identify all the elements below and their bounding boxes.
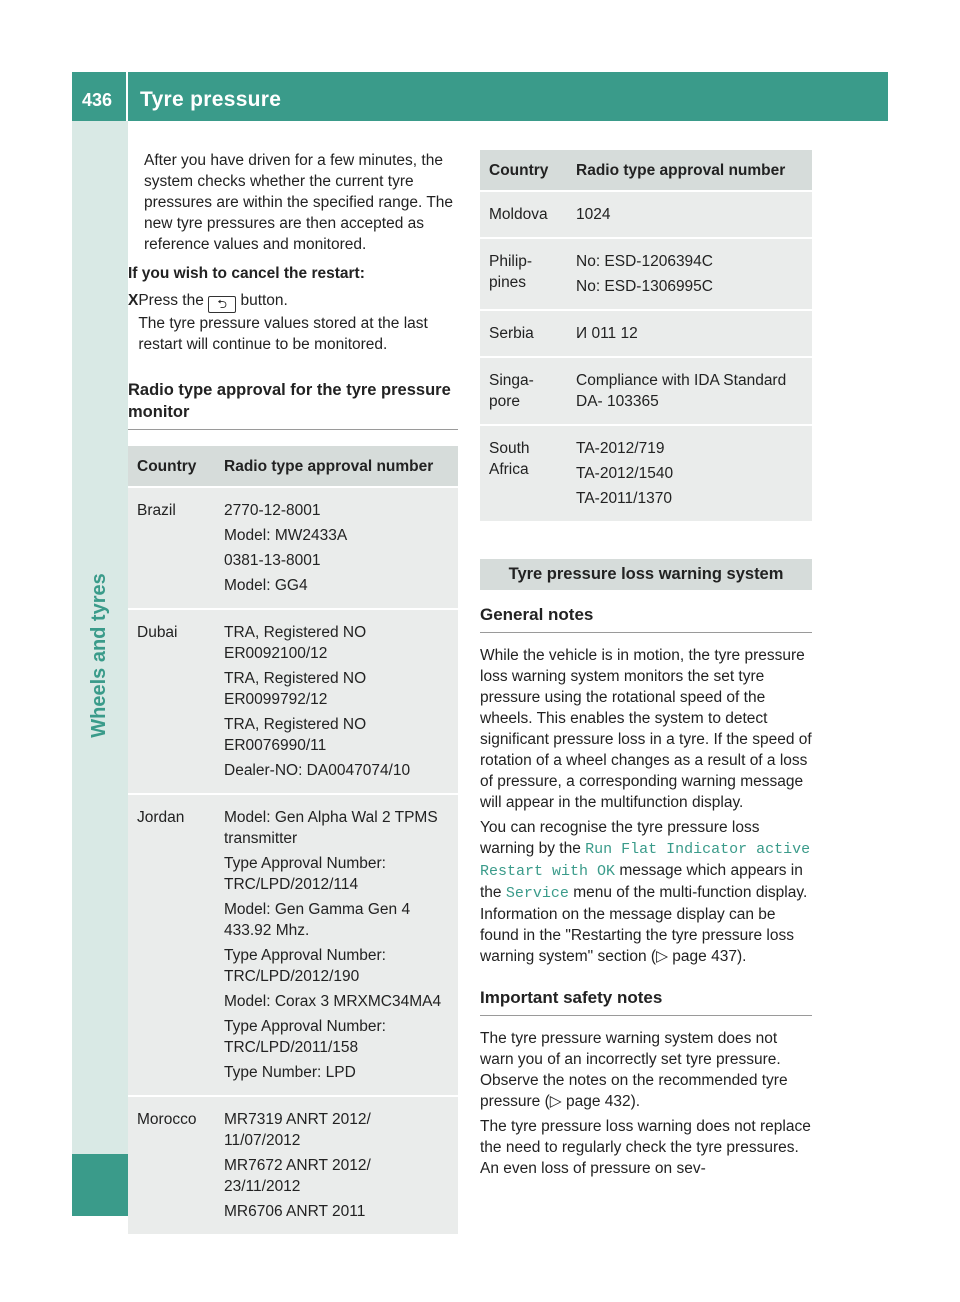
step-result: The tyre pressure values stored at the last restart will continue to be monitored. [138, 315, 428, 353]
paragraph-text: menu of the multi-function display. Information on the message display can be found in the "Restarting the tyre pressure loss warning system" section (▷ page 437). [480, 884, 808, 965]
approval-item: TA-2012/1540 [576, 465, 674, 482]
number-cell [215, 794, 458, 1096]
service-menu-name: Service [505, 885, 569, 902]
approval-item: TA-2012/719 [576, 440, 665, 457]
approval-item: No: ESD-1206394C [576, 253, 713, 270]
number-cell [567, 310, 812, 357]
number-cell [567, 425, 812, 521]
country-cell: Jordan [128, 794, 215, 1096]
approval-item: Type Approval Number: TRC/LPD/2012/190 [224, 947, 386, 985]
table-row [480, 310, 812, 357]
paragraph-text: message which appears in the [480, 862, 803, 901]
approval-item: 2770-12-8001 [224, 502, 321, 519]
table-row [128, 794, 458, 1096]
table-row [128, 609, 458, 794]
side-tab-marker [72, 1154, 128, 1216]
step-text-suffix: button. [240, 292, 288, 309]
approval-table-right [480, 150, 812, 521]
approval-table-left [128, 446, 458, 1234]
side-tab-label: Wheels and tyres [87, 572, 110, 738]
page-title: Tyre pressure [140, 88, 282, 111]
approval-item: TA-2011/1370 [576, 490, 672, 507]
approval-item: TRA, Registered NO ER0076990/11 [224, 716, 367, 754]
table-row [480, 191, 812, 238]
back-button-icon: ⮌ [208, 296, 236, 313]
instruction-step [128, 290, 458, 355]
intro-paragraph: After you have driven for a few minutes, the system checks whether the current tyre pressures are within the specified range. The new tyre pressures are then accepted as reference values and monitored. [144, 152, 454, 253]
table-row [480, 238, 812, 310]
number-cell [567, 191, 812, 238]
safety-paragraph: The tyre pressure loss warning does not replace the need to regularly check the tyre pressures. An even loss of pressure on sev- [480, 1118, 811, 1177]
paragraph-text: You can recognise the tyre pressure loss warning by the [480, 819, 760, 857]
step-marker: X [128, 292, 139, 309]
table-row [128, 487, 458, 609]
approval-item: No: ESD-1306995C [576, 278, 713, 295]
number-cell [215, 1096, 458, 1234]
approval-item: Model: MW2433A [224, 527, 348, 544]
country-cell: South Africa [480, 425, 567, 521]
approval-item: 1024 [576, 206, 611, 223]
col-header-number: Radio type approval number [567, 150, 812, 191]
table-row [480, 425, 812, 521]
approval-item: Type Approval Number: TRC/LPD/2012/114 [224, 855, 386, 893]
country-cell: Serbia [480, 310, 567, 357]
country-cell: Moldova [480, 191, 567, 238]
table-header-row [128, 446, 458, 487]
page-number: 436 [82, 90, 113, 110]
safety-notes-heading: Important safety notes [480, 987, 812, 1016]
general-notes-paragraph: While the vehicle is in motion, the tyre pressure loss warning system monitors the set tyre pressure using the rotational speed of the wheels. This enables the system to detect significant pressure loss in a tyre. If the speed of rotation of a wheel changes as a result of a loss of pressure, a corresponding warning message will appear in the multifunction display. [480, 647, 812, 811]
header-divider [126, 72, 128, 121]
approval-item: 0381-13-8001 [224, 552, 321, 569]
left-column [128, 150, 458, 1234]
step-text-prefix: Press the [138, 292, 204, 309]
right-column [480, 150, 812, 1183]
approval-item: Model: Corax 3 MRXMC34MA4 [224, 993, 442, 1010]
col-header-country: Country [128, 446, 215, 487]
approval-item: И 011 12 [576, 325, 638, 342]
country-cell: Singa-pore [480, 357, 567, 425]
table-row [128, 1096, 458, 1234]
number-cell [215, 487, 458, 609]
approval-item: MR7319 ANRT 2012/ 11/07/2012 [224, 1111, 371, 1149]
display-message: Run Flat Indicator active Restart with OK [480, 841, 811, 880]
country-cell: Brazil [128, 487, 215, 609]
approval-item: Dealer-NO: DA0047074/10 [224, 762, 411, 779]
col-header-country: Country [480, 150, 567, 191]
general-notes-heading: General notes [480, 604, 812, 633]
country-cell: Morocco [128, 1096, 215, 1234]
approval-item: Compliance with IDA Standard DA- 103365 [576, 372, 787, 410]
country-cell: Dubai [128, 609, 215, 794]
table-header-row [480, 150, 812, 191]
country-cell: Philip-pines [480, 238, 567, 310]
warning-recognition-paragraph [480, 817, 812, 967]
approval-item: TRA, Registered NO ER0099792/12 [224, 670, 367, 708]
approval-item: Model: Gen Alpha Wal 2 TPMS transmitter [224, 809, 438, 847]
approval-item: MR6706 ANRT 2011 [224, 1203, 366, 1220]
cancel-heading: If you wish to cancel the restart: [128, 265, 365, 282]
number-cell [567, 357, 812, 425]
col-header-number: Radio type approval number [215, 446, 458, 487]
approval-item: MR7672 ANRT 2012/ 23/11/2012 [224, 1157, 371, 1195]
number-cell [567, 238, 812, 310]
table-row [480, 357, 812, 425]
safety-paragraph: The tyre pressure warning system does not warn you of an incorrectly set tyre pressure. Observe the notes on the recommended tyre pressure (▷ page 432). [480, 1030, 788, 1110]
approval-item: TRA, Registered NO ER0092100/12 [224, 624, 367, 662]
number-cell [215, 609, 458, 794]
section-title: Radio type approval for the tyre pressure monitor [128, 379, 458, 430]
approval-item: Type Approval Number: TRC/LPD/2011/158 [224, 1018, 386, 1056]
warning-system-title: Tyre pressure loss warning system [480, 559, 812, 590]
approval-item: Model: GG4 [224, 577, 308, 594]
approval-item: Type Number: LPD [224, 1064, 356, 1081]
approval-item: Model: Gen Gamma Gen 4 433.92 Mhz. [224, 901, 411, 939]
